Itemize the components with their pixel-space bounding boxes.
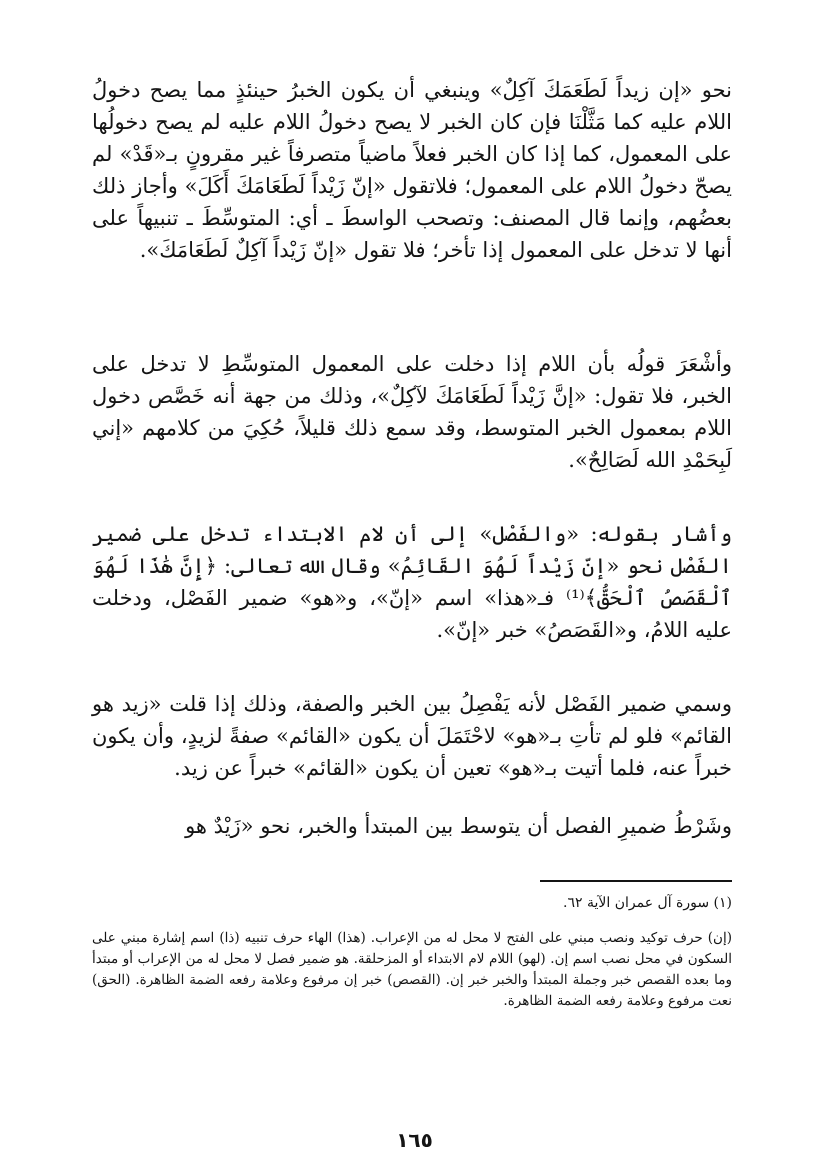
footnote-body: (إن) حرف توكيد ونصب مبني على الفتح لا محل له من الإعراب. (هذا) الهاء حرف تنبيه (ذا) اسم إشارة مبني على السكون في محل نصب اسم إن. (لهو) اللام لام الابتداء أو المزحلقة. هو ضمير فصل لا محل له من الإعراب أو مبتدأ وما بعده القصص خبر وجملة المبتدأ والخبر خبر إن. (القصص) خبر إن مرفوع وعلامة رفعه الضمة الظاهرة. (الحق) نعت مرفوع وعلامة رفعه الضمة الظاهرة.	[92, 930, 732, 1009]
body-paragraph-4: وسمي ضمير الفَصْل لأنه يَفْصِلُ بين الخبر والصفة، وذلك إذا قلت «زيد هو القائم» فلو لم تأتِ بـ«هو» لاحْتَمَلَ أن يكون «القائم» صفةً لزيدٍ، وأن يكون خبراً عنه، فلما أتيت بـ«هو» تعين أن يكون «القائم» خبراً عن زيد.	[92, 692, 732, 780]
page-number: ١٦٥	[396, 1128, 433, 1152]
footnote-divider	[540, 880, 732, 882]
body-paragraph-1: نحو «إن زيداً لَطَعَمَكَ آكِلٌ» وينبغي أن يكون الخبرُ حينئذٍ مما يصح دخولُ اللام عليه كما مَثَّلْنَا فإن كان الخبر لا يصح دخولُ اللام عليه لم يصح دخولُها على المعمول، كما إذا كان الخبر فعلاً ماضياً متصرفاً غير مقرونٍ بـ«قَدْ» لم يصحّ دخولُ اللام على المعمول؛ فلاتقول «إنّ زَيْداً لَطَعَامَكَ أَكَلَ» وأجاز ذلك بعضُهم، وإنما قال المصنف: وتصحب الواسطَ ـ أي: المتوسِّطَ ـ تنبيهاً على أنها لا تدخل على المعمول إذا تأخر؛ فلا تقول «إنّ زَيْداً آكِلٌ لَطَعَامَكَ».	[92, 78, 732, 262]
footnote-source: (١) سورة آل عمران الآية ٦٢.	[563, 895, 732, 911]
body-paragraph-3: وأشار بقوله: «والفَصْل» إلى أن لام الابتداء تدخل على ضمير الفَصْل نحو «إنّ زَيْداً لَهُوَ القَائِمُ» وقال الله تعالى: ﴿إِنَّ هَٰذَا لَهُوَ ٱلْقَصَصُ ٱلْحَقُّ﴾⁽¹⁾ فـ«هذا» اسم «إنّ»، و«هو» ضمير الفَصْل، ودخلت عليه اللامُ، و«القَصَصُ» خبر «إنّ».	[92, 522, 732, 642]
body-paragraph-5: وشَرْطُ ضميرِ الفصل أن يتوسط بين المبتدأ والخبر، نحو «زَيْدٌ هو	[185, 814, 732, 838]
body-paragraph-2: وأشْعَرَ قولُه بأن اللام إذا دخلت على المعمول المتوسِّطِ لا تدخل على الخبر، فلا تقول: «إنَّ زَيْداً لَطَعَامَكَ لآكِلٌ»، وذلك من جهة أنه خَصَّص دخول اللام بمعمول الخبر المتوسط، وقد سمع ذلك قليلاً، حُكِيَ من كلامهم «إني لَبِحَمْدِ الله لَصَالِحٌ».	[92, 352, 732, 472]
